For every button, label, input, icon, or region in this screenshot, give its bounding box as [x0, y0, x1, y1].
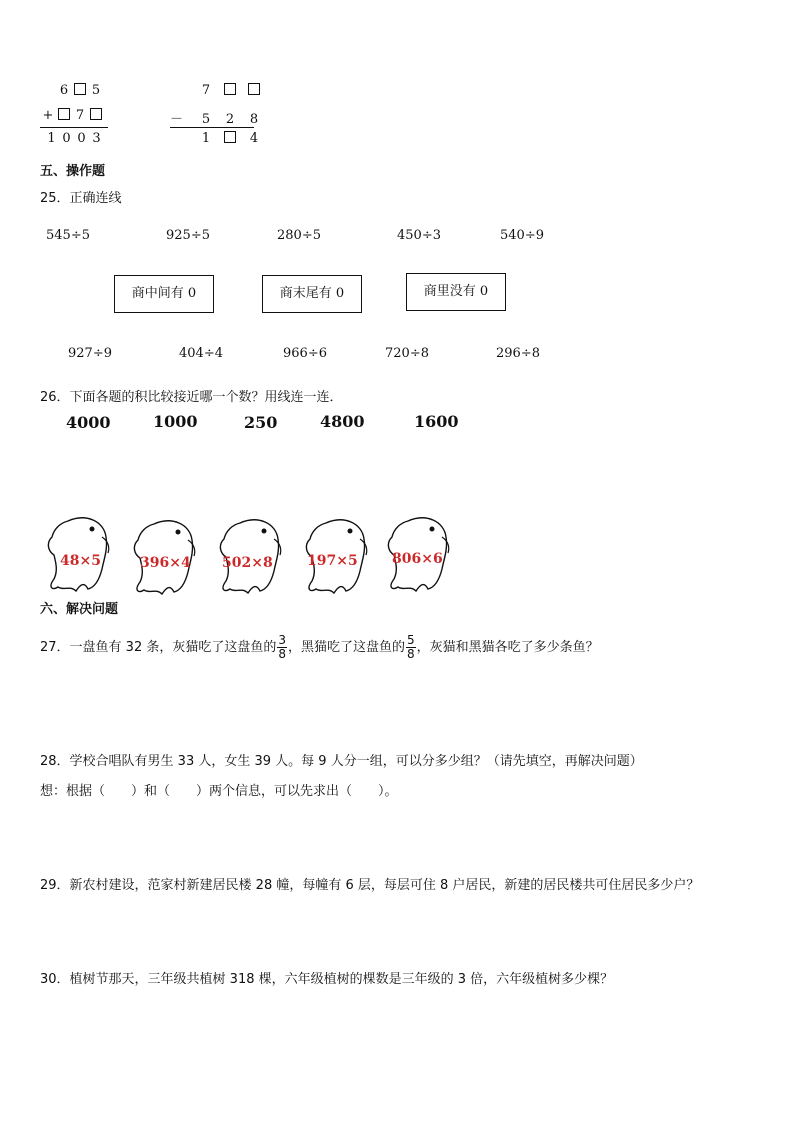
q27-part: ，灰猫和黑猫各吃了多少条鱼？	[416, 640, 599, 655]
vcalc-left-row1	[40, 83, 104, 98]
digit: 5	[91, 83, 101, 98]
digit: 1	[201, 131, 211, 146]
q27-part: 27．一盘鱼有 32 条，灰猫吃了这盘鱼的	[40, 640, 277, 655]
minus-sign: －	[170, 112, 184, 127]
q26-number: 1600	[414, 412, 459, 431]
blank-box[interactable]	[58, 108, 70, 120]
q25-bottom-expr: 966÷6	[283, 346, 327, 361]
section5-title: 五、操作题	[40, 164, 106, 179]
vcalc-right-row1	[170, 83, 266, 98]
fraction	[277, 634, 287, 661]
denominator: 8	[407, 647, 415, 661]
q26-number: 4800	[320, 412, 365, 431]
q29-text: 29．新农村建设，范家村新建居民楼 28 幢，每幢有 6 层，每层可住 8 户居民，新建的居民楼共可住居民多少户？	[40, 878, 700, 893]
category-box-end-zero[interactable]: 商末尾有 0	[262, 275, 362, 313]
vcalc-right-result	[170, 131, 266, 146]
vcalc-right-line	[170, 127, 254, 128]
q25-bottom-expr: 927÷9	[68, 346, 112, 361]
digit: 7	[75, 108, 85, 123]
vcalc-left-line	[40, 127, 108, 128]
section6-title: 六、解决问题	[40, 602, 119, 617]
digit: 3	[92, 131, 101, 146]
q28-line1: 28．学校合唱队有男生 33 人，女生 39 人。每 9 人分一组，可以分多少组？（请先填空，再解决问题）	[40, 754, 643, 769]
q28-line2: 想：根据（ ）和（ ）两个信息，可以先求出（ ）。	[40, 784, 398, 799]
q25-top-expr: 450÷3	[397, 228, 441, 243]
blank-box[interactable]	[224, 83, 236, 95]
ghost-label: 48×5	[60, 553, 101, 569]
digit: 7	[201, 83, 211, 98]
blank-box[interactable]	[90, 108, 102, 120]
q25-title: 25．正确连线	[40, 191, 122, 206]
vcalc-left-result	[44, 131, 104, 146]
q25-top-expr: 540÷9	[500, 228, 544, 243]
blank-box[interactable]	[224, 131, 236, 143]
ghost-label: 502×8	[222, 555, 273, 571]
ghost-label: 806×6	[392, 551, 443, 567]
digit: 2	[225, 112, 235, 127]
q26-number: 250	[244, 413, 278, 432]
digit: 4	[249, 131, 259, 146]
q25-bottom-expr: 404÷4	[179, 346, 223, 361]
q25-top-expr: 925÷5	[166, 228, 210, 243]
blank-box[interactable]	[248, 83, 260, 95]
q27-part: ，黑猫吃了这盘鱼的	[288, 640, 406, 655]
blank-box[interactable]	[74, 83, 86, 95]
q26-number: 1000	[153, 412, 198, 431]
q25-top-expr: 545÷5	[46, 228, 90, 243]
q26-title: 26．下面各题的积比较接近哪一个数？用线连一连．	[40, 390, 343, 405]
digit: 1	[47, 131, 56, 146]
numerator: 5	[407, 633, 415, 647]
q25-top-expr: 280÷5	[277, 228, 321, 243]
digit: 0	[62, 131, 71, 146]
fraction	[406, 634, 416, 661]
q25-bottom-expr: 296÷8	[496, 346, 540, 361]
vcalc-left-row2	[40, 108, 104, 123]
q27-text	[40, 630, 599, 666]
vcalc-right-row2	[170, 108, 266, 127]
category-box-no-zero[interactable]: 商里没有 0	[406, 273, 506, 311]
digit: 6	[59, 83, 69, 98]
numerator: 3	[278, 633, 286, 647]
q26-number: 4000	[66, 413, 111, 432]
digit: 8	[249, 112, 259, 127]
digit: 0	[77, 131, 86, 146]
digit: 5	[201, 112, 211, 127]
category-box-middle-zero[interactable]: 商中间有 0	[114, 275, 214, 313]
q30-text: 30．植树节那天，三年级共植树 318 棵，六年级植树的棵数是三年级的 3 倍，六年级植树多少棵？	[40, 972, 614, 987]
denominator: 8	[278, 647, 286, 661]
ghost-label: 396×4	[140, 555, 191, 571]
q25-bottom-expr: 720÷8	[385, 346, 429, 361]
ghost-label: 197×5	[307, 553, 358, 569]
plus-sign: +	[42, 108, 54, 123]
